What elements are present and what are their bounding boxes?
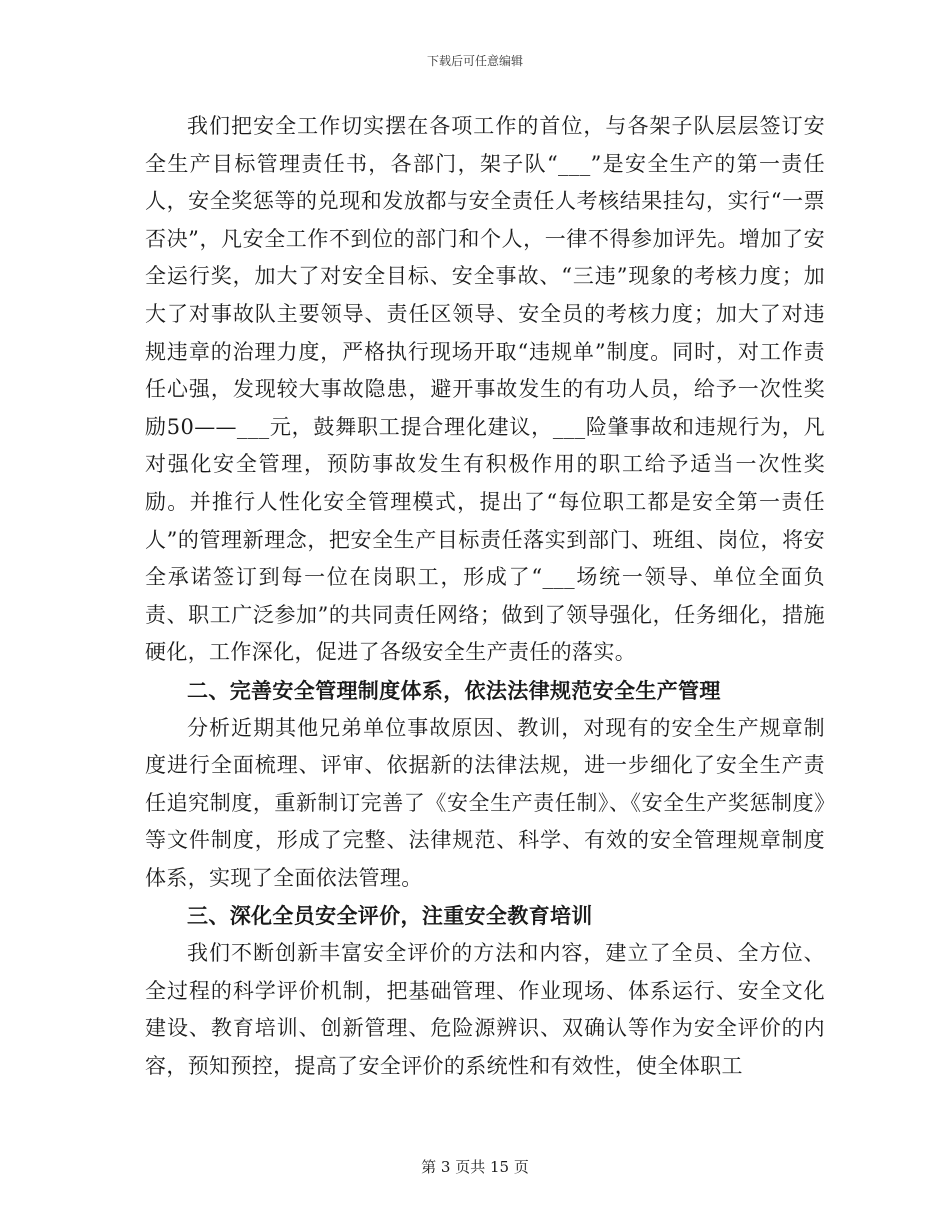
document-body [145, 108, 825, 1085]
page-header: 下载后可任意编辑 [426, 54, 523, 68]
paragraph-responsibility: 我们把安全工作切实摆在各项工作的首位，与各架子队层层签订安全生产目标管理责任书，各部门，架子队“___”是安全生产的第一责任人，安全奖惩等的兑现和发放都与安全责任人考核结果挂勾，实行“一票否决”，凡安全工作不到位的部门和个人，一律不得参加评先。增加了安全运行奖，加大了对安全目标、安全事故、“三违”现象的考核力度；加大了对事故队主要领导、责任区领导、安全员的考核力度；加大了对违规违章的治理力度，严格执行现场开取“违规单”制度。同时，对工作责任心强，发现较大事故隐患，避开事故发生的有功人员，给予一次性奖励50——___元，鼓舞职工提合理化建议，___险肇事故和违规行为，凡对强化安全管理，预防事故发生有积极作用的职工给予适当一次性奖励。并推行人性化安全管理模式，提出了“每位职工都是安全第一责任人”的管理新理念，把安全生产目标责任落实到部门、班组、岗位，将安全承诺签订到每一位在岗职工，形成了“___场统一领导、单位全面负责、职工广泛参加”的共同责任网络；做到了领导强化，任务细化，措施硬化，工作深化，促进了各级安全生产责任的落实。 [145, 114, 825, 665]
paragraph-evaluation: 我们不断创新丰富安全评价的方法和内容，建立了全员、全方位、全过程的科学评价机制，把基础管理、作业现场、体系运行、安全文化建设、教育培训、创新管理、危险源辨识、双确认等作为安全评价的内容，预知预控，提高了安全评价的系统性和有效性，使全体职工 [145, 941, 825, 1078]
paragraph-regulations: 分析近期其他兄弟单位事故原因、教训，对现有的安全生产规章制度进行全面梳理、评审、依据新的法律法规，进一步细化了安全生产责任追究制度，重新制订完善了《安全生产责任制》、《安全生产奖惩制度》等文件制度，形成了完整、法律规范、科学、有效的安全管理规章制度体系，实现了全面依法管理。 [145, 715, 825, 890]
section-heading-3: 三、深化全员安全评价，注重安全教育培训 [187, 903, 593, 929]
section-heading-2: 二、完善安全管理制度体系，依法法律规范安全生产管理 [187, 677, 721, 703]
page-footer: 第 3 页共 15 页 [421, 1158, 529, 1176]
